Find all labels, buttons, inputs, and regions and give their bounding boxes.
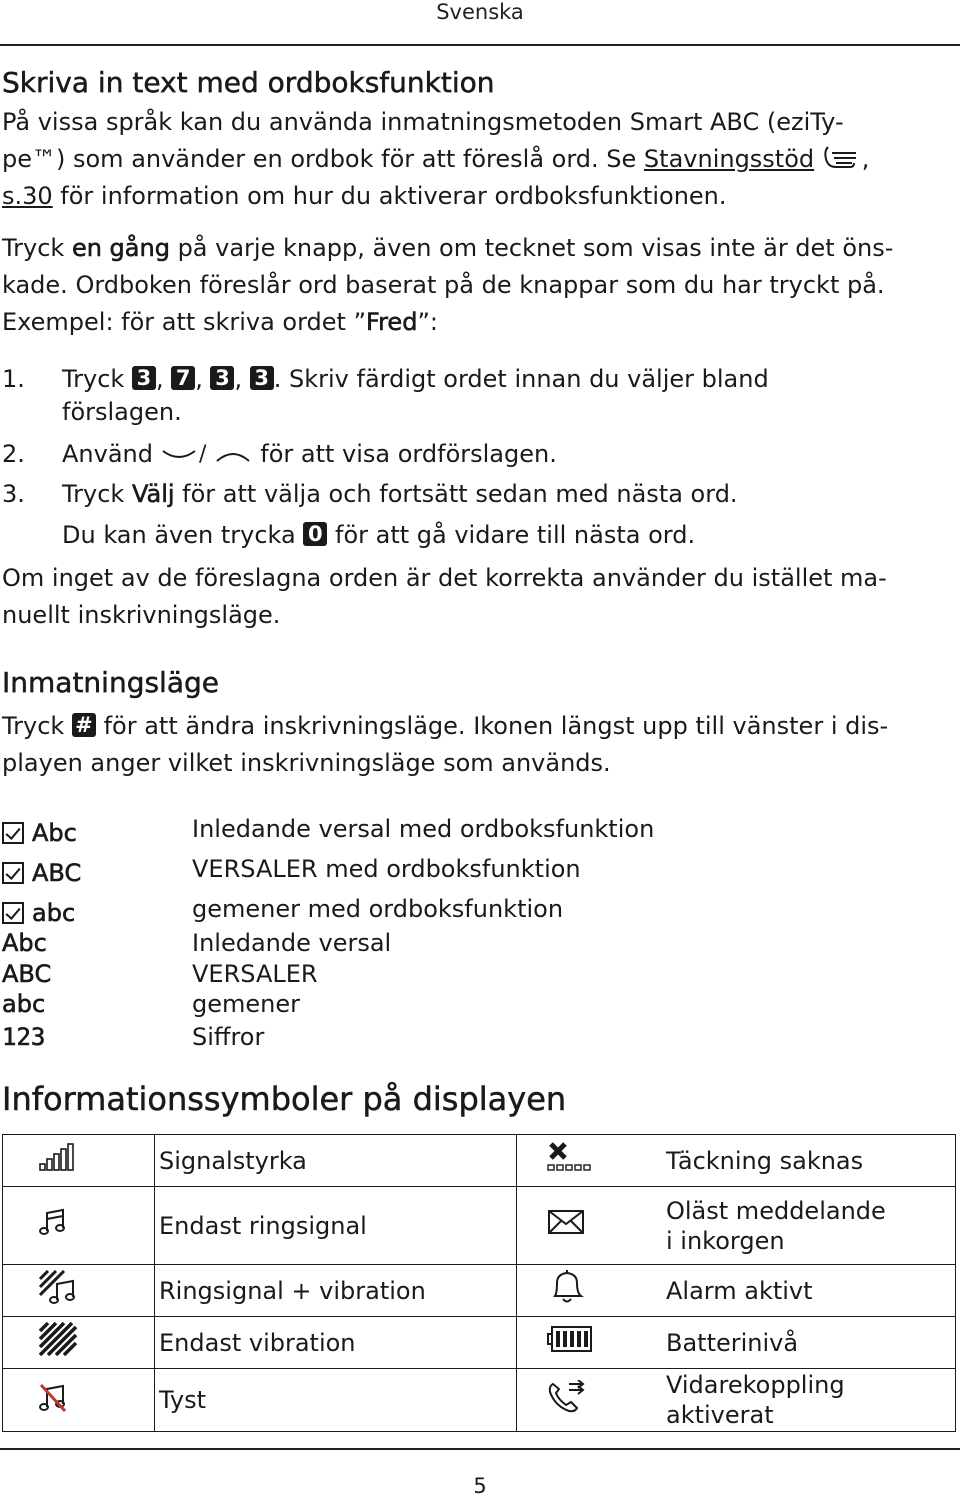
- mode-icon: Abc: [2, 929, 47, 957]
- signal-strength-icon: [3, 1135, 155, 1187]
- mode-description: VERSALER med ordboksfunktion: [192, 855, 581, 883]
- key-hash: #: [72, 713, 96, 737]
- svg-text:/: /: [198, 442, 207, 465]
- call-forward-icon: [517, 1369, 663, 1432]
- dictionary-check-icon: [2, 822, 24, 844]
- info-symbols-table: [2, 1134, 956, 1432]
- spelling-help-icon: [822, 143, 862, 171]
- symbol-row: [3, 1369, 956, 1432]
- paragraph-manual-mode: Om inget av de föreslagna orden är det korrekta använder du istället ma- nuellt inskrivningsläge.: [2, 564, 887, 629]
- symbol-label: Täckning saknas: [662, 1135, 956, 1187]
- mode-description: Siffror: [192, 1023, 265, 1051]
- mode-icon: ABC: [2, 856, 81, 890]
- symbol-row: [3, 1317, 956, 1369]
- step-3: Tryck Välj för att välja och fortsätt sedan med nästa ord. Du kan även trycka 0 för att gå vidare till nästa ord.: [62, 480, 738, 549]
- key-3: 3: [250, 366, 274, 390]
- section-title-input-mode: Inmatningsläge: [2, 666, 219, 699]
- paragraph-input-mode: Tryck # för att ändra inskrivningsläge. Ikonen längst upp till vänster i dis- playen anger vilket inskrivningsläge som används.: [2, 712, 889, 777]
- ring-only-icon: [3, 1187, 155, 1265]
- mode-description: VERSALER: [192, 960, 318, 988]
- vibration-icon: [3, 1317, 155, 1369]
- mode-icon: Abc: [2, 816, 77, 850]
- step-number-3: 3.: [2, 480, 25, 508]
- page-number: 5: [473, 1474, 487, 1498]
- step-number-2: 2.: [2, 440, 25, 468]
- mode-icon: 123: [2, 1023, 46, 1051]
- symbol-label: Endast ringsignal: [155, 1187, 517, 1265]
- nav-left-right-icon: [161, 439, 253, 463]
- key-7: 7: [171, 366, 195, 390]
- step-number-1: 1.: [2, 365, 25, 393]
- symbol-row: [3, 1135, 956, 1187]
- key-0: 0: [303, 522, 327, 546]
- footer-rule: [0, 1448, 960, 1450]
- section-title-dictionary: Skriva in text med ordboksfunktion: [2, 66, 495, 99]
- symbol-label: Batterinivå: [662, 1317, 956, 1369]
- header-language: Svenska: [436, 0, 524, 24]
- battery-icon: [517, 1317, 663, 1369]
- mode-description: gemener med ordboksfunktion: [192, 895, 564, 923]
- ring-vibration-icon: [3, 1265, 155, 1317]
- envelope-icon: [517, 1187, 663, 1265]
- dictionary-check-icon: [2, 862, 24, 884]
- symbol-label: Ringsignal + vibration: [155, 1265, 517, 1317]
- header-rule: [0, 44, 960, 46]
- mode-description: Inledande versal: [192, 929, 392, 957]
- step-1: Tryck 3 , 7 , 3 , 3 . Skriv färdigt ordet innan du väljer bland förslagen.: [62, 365, 769, 426]
- symbol-row: [3, 1265, 956, 1317]
- dictionary-check-icon: [2, 902, 24, 924]
- section-title-info-symbols: Informationssymboler på displayen: [2, 1080, 567, 1118]
- silent-icon: [3, 1369, 155, 1432]
- mode-icon: abc: [2, 896, 75, 930]
- symbol-label: Vidarekoppling aktiverat: [662, 1369, 956, 1432]
- mode-icon: ABC: [2, 960, 52, 988]
- symbol-label: Endast vibration: [155, 1317, 517, 1369]
- symbol-row: [3, 1187, 956, 1265]
- mode-description: Inledande versal med ordboksfunktion: [192, 815, 655, 843]
- link-stavningsstod[interactable]: Stavningsstöd: [643, 145, 815, 173]
- mode-description: gemener: [192, 990, 300, 1018]
- paragraph-instructions: Tryck en gång på varje knapp, även om tecknet som visas inte är det öns- kade. Ordboken föreslår ord baserat på de knappar som du har tryckt på. Exempel: för att skriva ordet ”Fred”:: [2, 234, 894, 336]
- symbol-label: Alarm aktivt: [662, 1265, 956, 1317]
- bell-icon: [517, 1265, 663, 1317]
- symbol-label: Tyst: [155, 1369, 517, 1432]
- key-3: 3: [132, 366, 156, 390]
- symbol-label: Oläst meddelande i inkorgen: [662, 1187, 956, 1265]
- paragraph-intro: På vissa språk kan du använda inmatningsmetoden Smart ABC (eziTy- pe™) som använder en ordbok för att föreslå ord. Se Stavningsstöd , s.30 för information om hur du aktiverar ordboksfunktionen.: [2, 108, 870, 210]
- no-coverage-icon: [517, 1135, 663, 1187]
- link-page-30[interactable]: s.30: [2, 182, 53, 210]
- key-3: 3: [210, 366, 234, 390]
- symbol-label: Signalstyrka: [155, 1135, 517, 1187]
- step-2: Använd / för att visa ordförslagen.: [62, 440, 557, 468]
- mode-icon: abc: [2, 990, 46, 1018]
